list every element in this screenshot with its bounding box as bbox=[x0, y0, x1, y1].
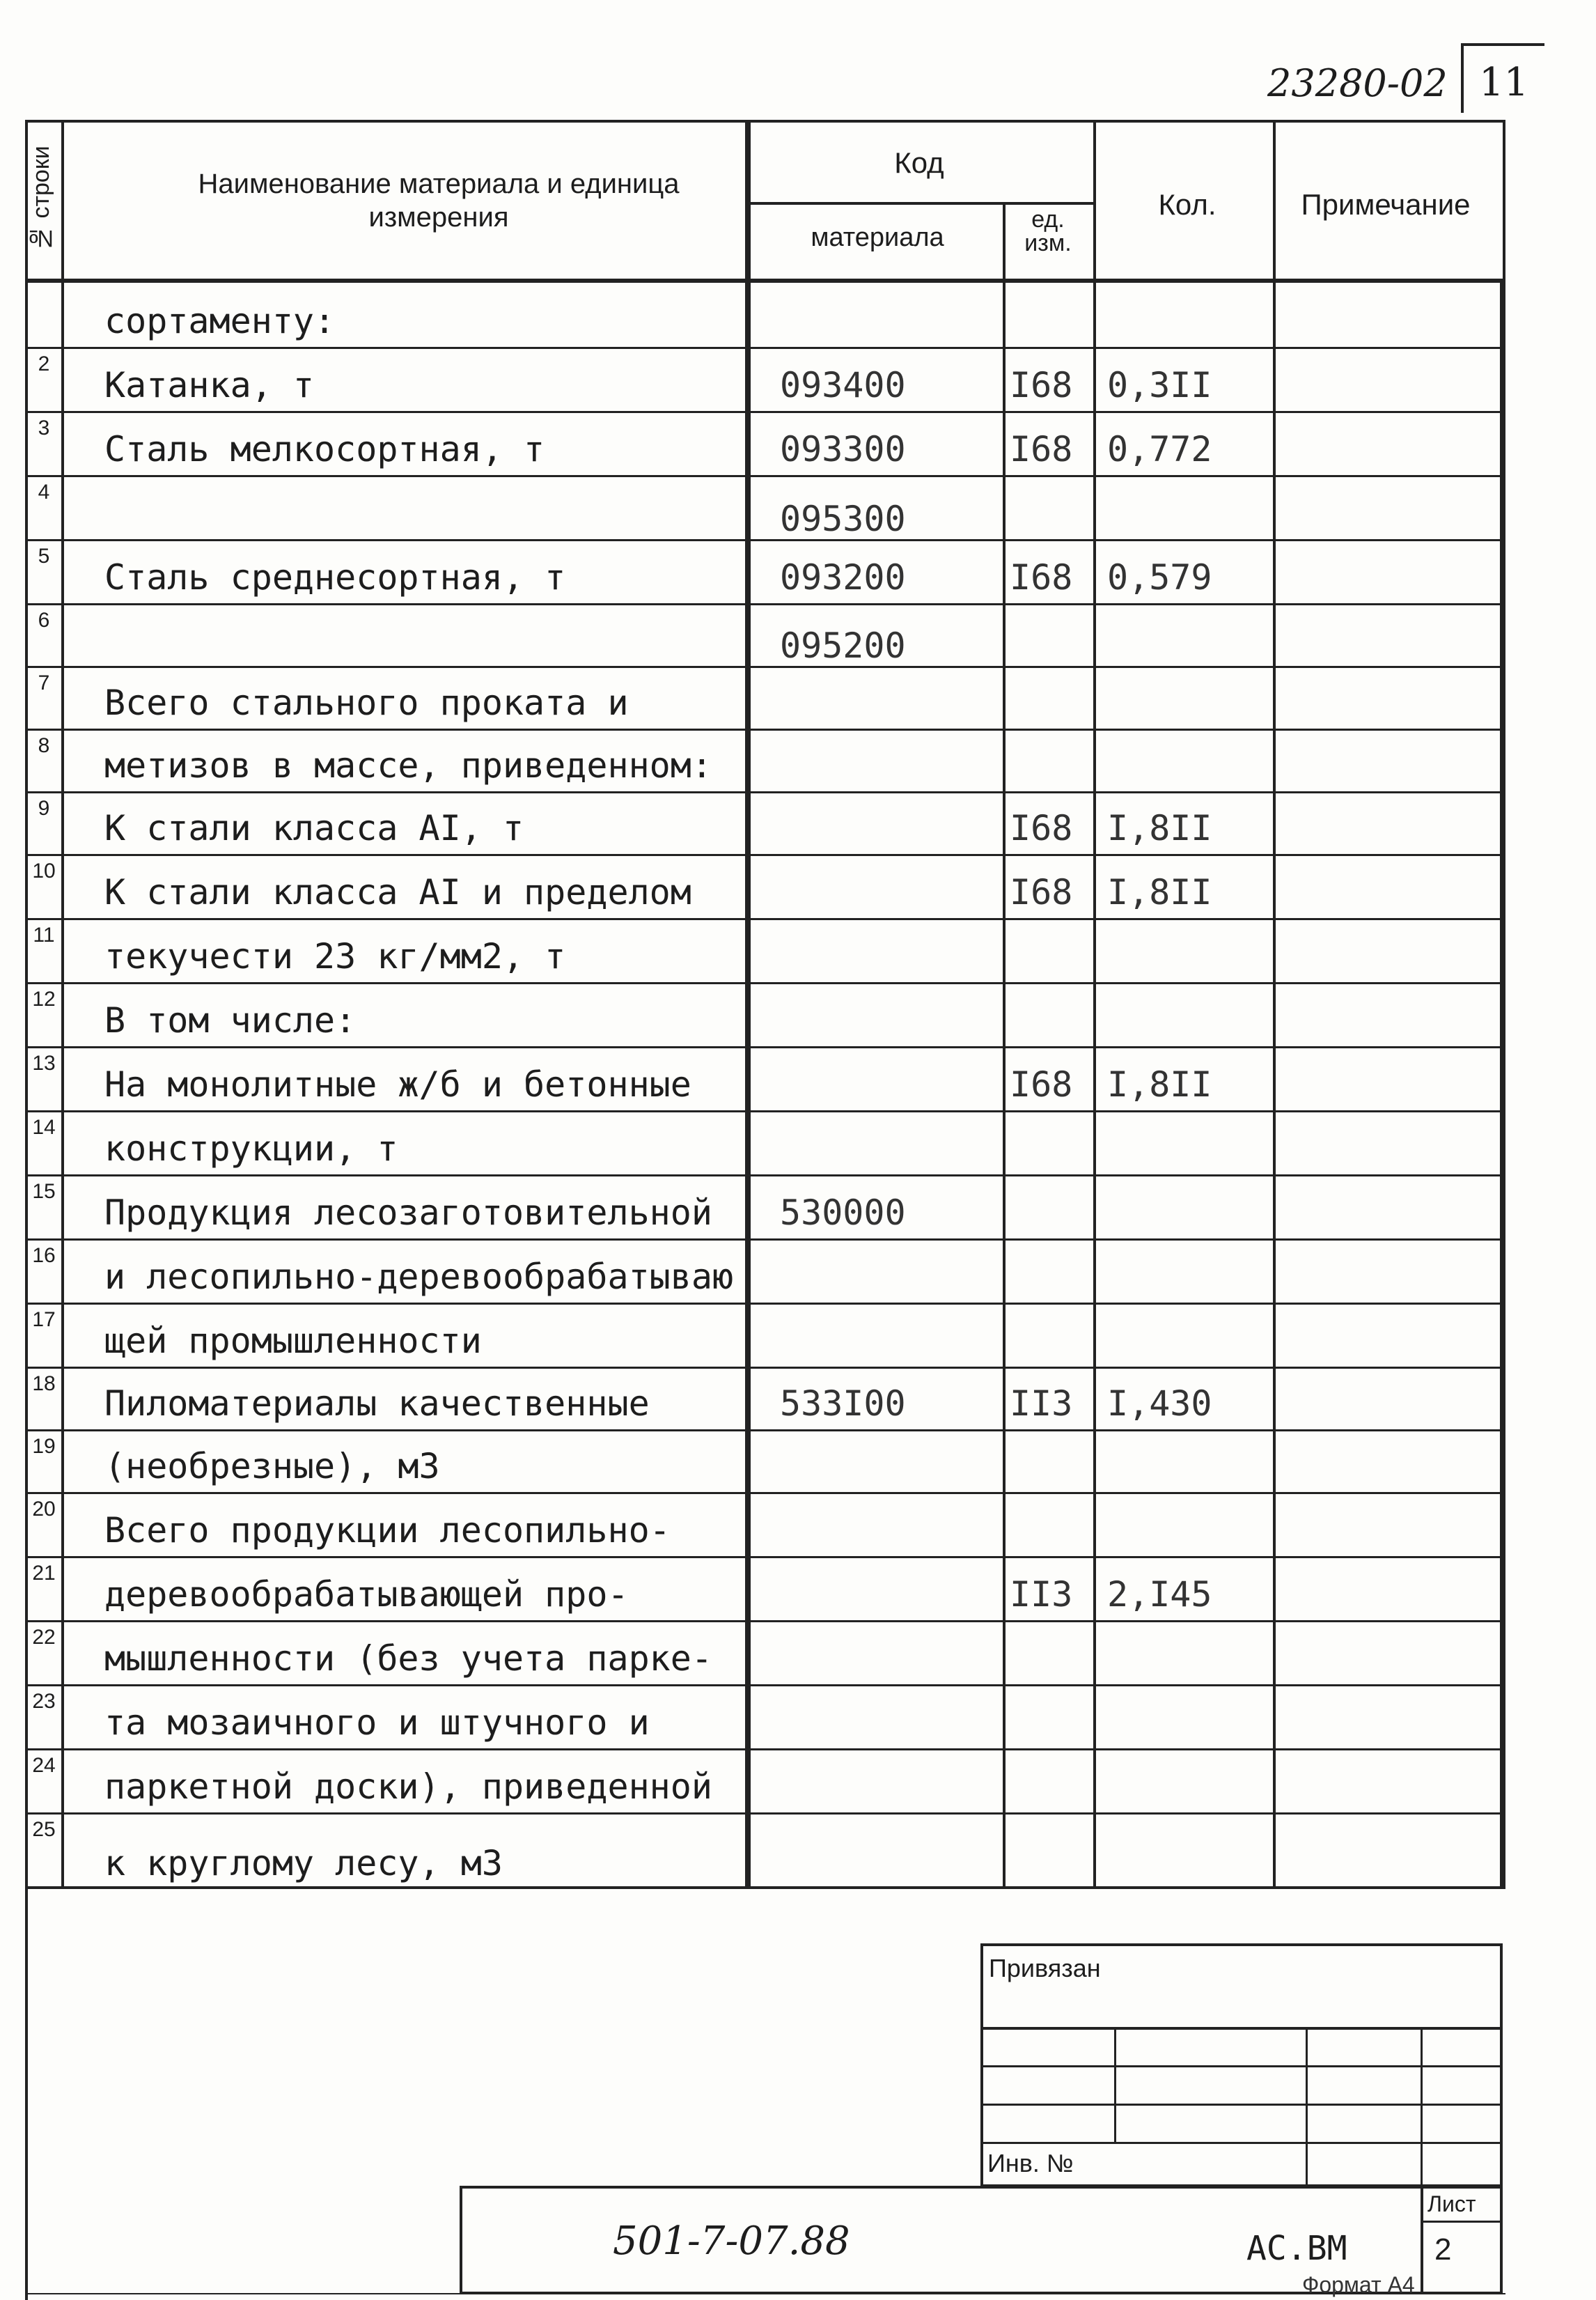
row-name: Сталь мелкосортная, т bbox=[104, 429, 545, 469]
row-quantity: 0,579 bbox=[1107, 557, 1212, 598]
row-material-code: 095300 bbox=[780, 499, 906, 539]
row-number: 21 bbox=[32, 1562, 56, 1585]
row-name: мышленности (без учета парке- bbox=[104, 1638, 712, 1679]
row-number: 14 bbox=[32, 1116, 56, 1139]
row-number: 15 bbox=[32, 1180, 56, 1203]
row-separator bbox=[25, 854, 1505, 856]
row-separator bbox=[25, 1556, 1505, 1558]
row-material-code: 093400 bbox=[780, 365, 906, 405]
row-material-code: 095200 bbox=[780, 625, 906, 666]
row-number: 2 bbox=[38, 352, 50, 375]
row-name: метизов в массе, приведенном: bbox=[104, 745, 712, 786]
row-quantity: I,8II bbox=[1107, 1064, 1212, 1105]
row-name: конструкции, т bbox=[104, 1128, 398, 1169]
row-name: К стали класса АI, т bbox=[104, 808, 524, 848]
qty-header: Кол. bbox=[1158, 188, 1216, 221]
attached-vline-3 bbox=[1421, 2027, 1423, 2187]
attached-line-4 bbox=[980, 2142, 1503, 2144]
attached-vline-1 bbox=[1114, 2027, 1116, 2142]
row-quantity: I,430 bbox=[1107, 1383, 1212, 1424]
row-number: 7 bbox=[38, 671, 50, 694]
row-number: 23 bbox=[32, 1690, 56, 1713]
row-number: 5 bbox=[38, 545, 50, 568]
row-separator bbox=[25, 1046, 1505, 1048]
col-line-unit bbox=[1093, 120, 1096, 1889]
row-number: 8 bbox=[38, 734, 50, 757]
row-separator bbox=[25, 347, 1505, 349]
row-separator bbox=[25, 1110, 1505, 1112]
row-unit-code: I68 bbox=[1010, 365, 1073, 405]
row-quantity: I,8II bbox=[1107, 872, 1212, 912]
row-separator bbox=[25, 411, 1505, 413]
col-line-rownum bbox=[61, 120, 64, 1889]
row-separator bbox=[25, 1367, 1505, 1369]
page-box-top bbox=[1461, 43, 1544, 46]
row-separator bbox=[25, 666, 1505, 668]
header-code-split bbox=[749, 202, 1093, 205]
row-unit-code: I68 bbox=[1010, 429, 1073, 469]
row-number: 20 bbox=[32, 1498, 56, 1521]
row-separator bbox=[25, 791, 1505, 793]
row-quantity: 0,3II bbox=[1107, 365, 1212, 405]
row-number: 12 bbox=[32, 988, 56, 1011]
row-number: 4 bbox=[38, 481, 50, 504]
row-unit-code: I68 bbox=[1010, 808, 1073, 848]
header-bottom-line bbox=[25, 279, 1505, 283]
row-number: 16 bbox=[32, 1244, 56, 1267]
row-number: 3 bbox=[38, 417, 50, 440]
format-label: Формат А4 bbox=[1302, 2272, 1415, 2297]
row-number: 9 bbox=[38, 797, 50, 820]
row-quantity: 0,772 bbox=[1107, 429, 1212, 469]
row-number: 25 bbox=[32, 1818, 56, 1841]
row-separator bbox=[25, 1429, 1505, 1431]
row-separator bbox=[25, 1812, 1505, 1815]
inv-no-label: Инв. № bbox=[987, 2149, 1074, 2177]
name-header: Наименование материала и единица измерения bbox=[198, 169, 680, 233]
row-quantity: 2,I45 bbox=[1107, 1574, 1212, 1615]
sheet-label: Лист bbox=[1427, 2191, 1476, 2216]
row-separator bbox=[25, 475, 1505, 477]
row-name: деревообрабатывающей про- bbox=[104, 1574, 629, 1615]
row-separator bbox=[25, 1620, 1505, 1622]
col-line-qty bbox=[1273, 120, 1276, 1889]
row-unit-code: II3 bbox=[1010, 1574, 1073, 1615]
row-name: сортаменту: bbox=[104, 301, 336, 341]
row-number: 6 bbox=[38, 609, 50, 632]
row-material-code: 530000 bbox=[780, 1192, 906, 1233]
row-separator bbox=[25, 918, 1505, 920]
row-material-code: 093200 bbox=[780, 557, 906, 598]
row-separator bbox=[25, 1174, 1505, 1176]
row-name: и лесопильно-деревообрабатываю bbox=[104, 1257, 734, 1297]
page-number: 11 bbox=[1479, 60, 1529, 105]
row-separator bbox=[25, 1303, 1505, 1305]
row-unit-code: I68 bbox=[1010, 872, 1073, 912]
page-box-divider bbox=[1461, 43, 1464, 113]
frame-left bbox=[25, 1889, 28, 2300]
row-number: 11 bbox=[33, 924, 55, 947]
col-line-name bbox=[745, 120, 751, 1889]
row-name: Продукция лесозаготовительной bbox=[104, 1192, 712, 1233]
row-name: (необрезные), м3 bbox=[104, 1446, 440, 1486]
row-separator bbox=[25, 539, 1505, 541]
row-unit-code: II3 bbox=[1010, 1383, 1073, 1424]
row-separator bbox=[25, 1748, 1505, 1750]
sheet-number: 2 bbox=[1434, 2232, 1452, 2267]
row-name: Катанка, т bbox=[104, 365, 315, 405]
sheet-divider bbox=[1421, 2221, 1503, 2223]
row-separator bbox=[25, 603, 1505, 605]
attached-line-1 bbox=[980, 2027, 1503, 2030]
row-number: 18 bbox=[32, 1372, 56, 1395]
row-separator bbox=[25, 729, 1505, 731]
row-name: Пиломатериалы качественные bbox=[104, 1383, 650, 1424]
row-number-header: № строки bbox=[28, 146, 54, 251]
attached-vline-2 bbox=[1306, 2027, 1308, 2187]
row-name: К стали класса АI и пределом bbox=[104, 872, 691, 912]
note-header: Примечание bbox=[1301, 188, 1471, 221]
row-number: 17 bbox=[32, 1308, 56, 1331]
project-code: 501-7-07.88 bbox=[613, 2219, 850, 2264]
row-name: Всего стального проката и bbox=[104, 683, 629, 723]
row-separator bbox=[25, 1238, 1505, 1241]
attached-line-2 bbox=[980, 2065, 1503, 2067]
row-name: паркетной доски), приведенной bbox=[104, 1766, 712, 1807]
row-number: 10 bbox=[32, 860, 56, 883]
unit-header: ед. изм. bbox=[1024, 206, 1072, 256]
row-name: та мозаичного и штучного и bbox=[104, 1702, 650, 1743]
material-header: материала bbox=[811, 223, 944, 252]
row-material-code: 093300 bbox=[780, 429, 906, 469]
row-number: 22 bbox=[32, 1626, 56, 1649]
col-line-note bbox=[1500, 279, 1505, 1889]
row-name: Всего продукции лесопильно- bbox=[104, 1510, 671, 1551]
row-unit-code: I68 bbox=[1010, 557, 1073, 598]
code-header: Код bbox=[894, 146, 944, 179]
row-name: Сталь среднесортная, т bbox=[104, 557, 566, 598]
row-name: На монолитные ж/б и бетонные bbox=[104, 1064, 691, 1105]
attached-line-3 bbox=[980, 2104, 1503, 2106]
row-material-code: 533I00 bbox=[780, 1383, 906, 1424]
col-line-material bbox=[1003, 202, 1006, 1889]
row-separator bbox=[25, 1684, 1505, 1686]
row-number: 19 bbox=[32, 1435, 56, 1458]
row-name: В том числе: bbox=[104, 1000, 357, 1041]
row-name: к круглому лесу, м3 bbox=[104, 1843, 503, 1883]
row-number: 13 bbox=[32, 1052, 56, 1075]
row-name: щей промышленности bbox=[104, 1321, 482, 1361]
row-unit-code: I68 bbox=[1010, 1064, 1073, 1105]
section-code: АС.ВМ bbox=[1246, 2229, 1347, 2268]
row-number: 24 bbox=[32, 1754, 56, 1777]
row-name: текучести 23 кг/мм2, т bbox=[104, 936, 566, 977]
row-separator bbox=[25, 982, 1505, 984]
row-separator bbox=[25, 1492, 1505, 1494]
title-block-divider bbox=[1421, 2186, 1423, 2294]
row-quantity: I,8II bbox=[1107, 808, 1212, 848]
attached-label: Привязан bbox=[989, 1954, 1101, 1982]
document-number: 23280-02 bbox=[1267, 61, 1448, 105]
